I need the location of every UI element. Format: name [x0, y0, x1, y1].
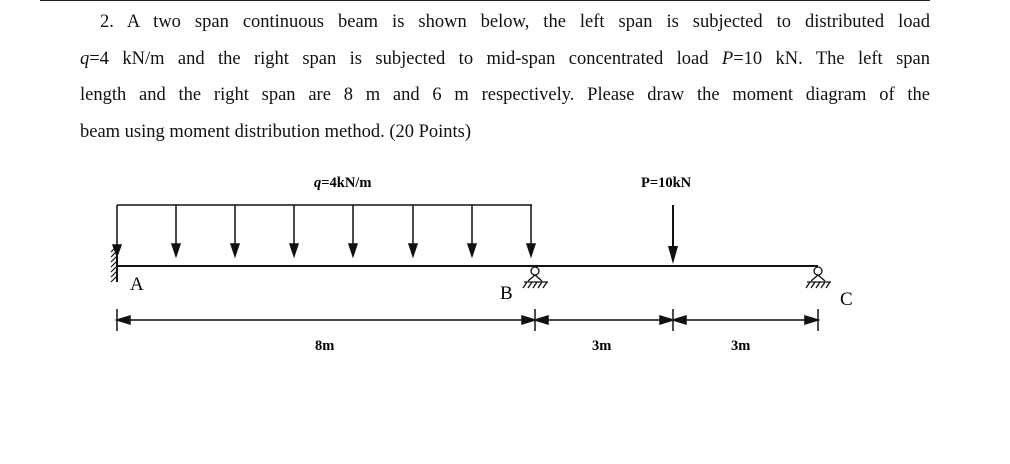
dimension-label-mid: 3m — [592, 338, 612, 354]
point-load-arrow — [668, 205, 678, 264]
load-arrowhead — [172, 244, 180, 256]
point-label-A: A — [130, 274, 144, 295]
point-load-label: P=10kN — [641, 175, 692, 191]
problem-line-1: 2. A two span continuous beam is shown below, the left span is subjected to distributed load — [100, 12, 930, 32]
load-arrowhead — [409, 244, 417, 256]
load-arrowhead — [468, 244, 476, 256]
load-arrowhead — [231, 244, 239, 256]
fixed-support-A — [111, 244, 117, 282]
dimension-label-left: 8m — [315, 338, 335, 354]
distributed-load — [113, 205, 535, 256]
dimension-lines — [117, 309, 818, 331]
problem-line-2-b: =10 kN. The left span — [733, 48, 930, 69]
roller-support-C — [806, 267, 831, 288]
load-arrowhead — [527, 244, 535, 256]
load-arrowhead — [290, 244, 298, 256]
point-label-C: C — [840, 289, 853, 310]
symbol-P: P — [721, 48, 734, 69]
dimension-label-right: 3m — [731, 338, 751, 354]
problem-line-4: beam using moment distribution method. (20 Points) — [80, 121, 472, 142]
distributed-load-label: q=4kN/m — [314, 175, 372, 191]
load-arrowhead — [349, 244, 357, 256]
problem-line-3: length and the right span are 8 m and 6 m respectively. Please draw the moment diagram of the — [80, 85, 930, 105]
point-label-B: B — [500, 283, 513, 304]
pin-support-B — [523, 267, 548, 288]
problem-line-2-a: =4 kN/m and the right span is subjected to mid-span concentrated load — [89, 48, 722, 69]
symbol-q: q — [80, 48, 90, 69]
